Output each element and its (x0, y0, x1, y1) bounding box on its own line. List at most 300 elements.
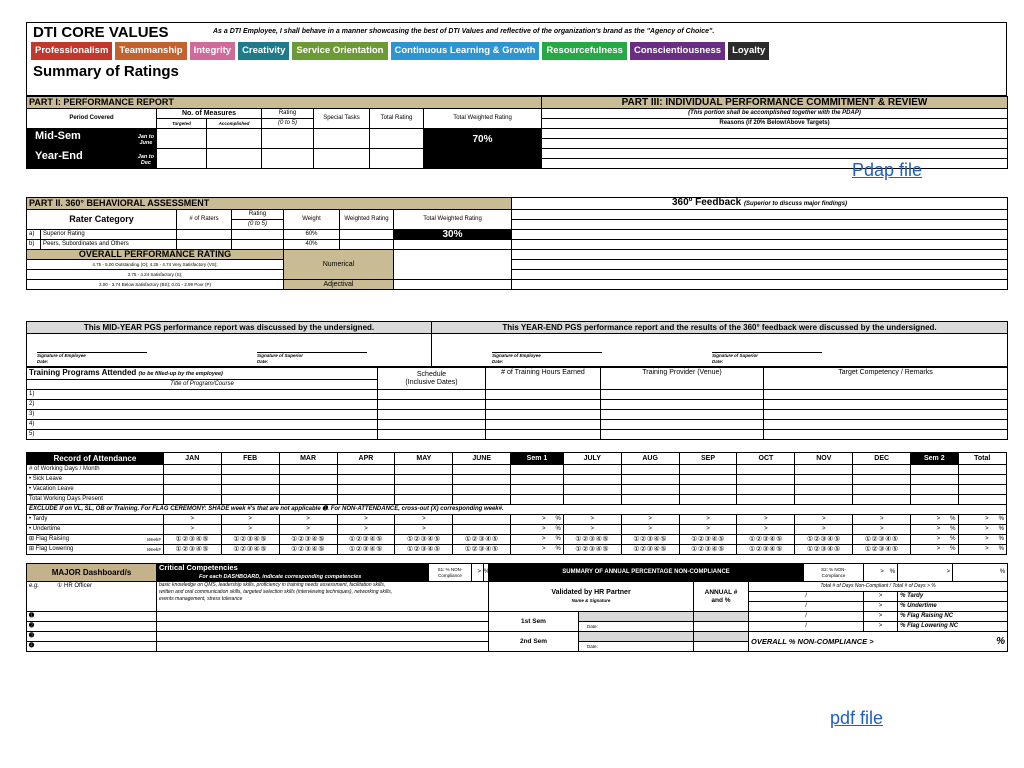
attendance-cell[interactable]: > (621, 515, 679, 525)
attendance-summary-cell[interactable]: > % (958, 515, 1007, 525)
attendance-cell[interactable]: > (337, 515, 395, 525)
attendance-cell[interactable] (221, 495, 279, 505)
undertime-gt[interactable]: > (864, 602, 898, 612)
week-circles[interactable]: ①②③④⑤ (453, 535, 511, 545)
weight-header: Weight (284, 210, 340, 230)
week-circles[interactable]: ①②③④⑤ (621, 545, 679, 555)
ye-accomplished-cell[interactable] (207, 149, 262, 169)
mid-targeted-cell[interactable] (157, 129, 207, 149)
week-circles[interactable]: ①②③④⑤ (737, 535, 795, 545)
core-value-badge: Continuous Learning & Growth (391, 42, 540, 60)
attendance-summary-cell[interactable]: > % (511, 525, 564, 535)
dashboard-competency-cell[interactable] (157, 612, 489, 622)
attendance-cell[interactable]: > (795, 525, 853, 535)
attendance-cell[interactable] (958, 465, 1007, 475)
peers-raters-cell[interactable] (177, 240, 232, 250)
adjectival-cell[interactable] (394, 280, 512, 290)
total-weighted-header: Total Weighted Rating (424, 109, 542, 129)
training-row-label[interactable]: 3) (27, 410, 378, 420)
reasons-header: Reasons (if 20% Below/Above Targets) (542, 119, 1008, 129)
validated-header: Validated by HR Partner Name & Signature (489, 582, 694, 612)
sem1-annual-2[interactable] (694, 622, 749, 632)
attendance-row-label: • Undertime (27, 525, 164, 535)
attendance-cell[interactable] (621, 495, 679, 505)
training-cell[interactable] (601, 410, 764, 420)
attendance-cell[interactable]: > (395, 525, 453, 535)
tardy-slash[interactable]: / (749, 592, 864, 602)
dashboard-competency-cell[interactable] (157, 632, 489, 642)
feedback-line[interactable] (512, 280, 1008, 290)
attendance-cell[interactable] (279, 495, 337, 505)
core-value-badge: Professionalism (31, 42, 112, 60)
training-cell[interactable] (764, 390, 1008, 400)
accomplished-header: Accomplished (207, 119, 262, 129)
attendance-cell[interactable] (621, 465, 679, 475)
attendance-cell[interactable]: > (279, 515, 337, 525)
p2-rating-scale: (0 to 5) (232, 220, 284, 230)
attendance-cell[interactable] (279, 475, 337, 485)
program-header: Title of Program/Course (27, 380, 378, 390)
dashboard-row-marker[interactable]: ➌ (27, 632, 157, 642)
attendance-cell[interactable] (511, 485, 564, 495)
attendance-cell[interactable] (911, 495, 958, 505)
attendance-row-label: • Sick Leave (27, 475, 164, 485)
training-cell[interactable] (601, 390, 764, 400)
pct-tardy-label: % Tardy (898, 592, 1008, 602)
sem2-date[interactable]: Date: (579, 642, 694, 652)
week-circles[interactable]: ①②③④⑤ (563, 545, 621, 555)
training-cell[interactable] (486, 420, 601, 430)
signoff-table (26, 321, 1008, 367)
attendance-cell[interactable]: > (563, 515, 621, 525)
p2-total-cell[interactable] (394, 240, 512, 250)
training-cell[interactable] (764, 420, 1008, 430)
attendance-row-label: • Vacation Leave (27, 485, 164, 495)
core-value-badge: Teammanship (115, 42, 186, 60)
attendance-cell[interactable] (853, 475, 911, 485)
attendance-cell[interactable] (563, 495, 621, 505)
attendance-cell[interactable] (795, 485, 853, 495)
provider-header: Training Provider (Venue) (601, 368, 764, 390)
attendance-cell[interactable] (163, 485, 221, 495)
sig-employee-label: Signature of Employee (492, 353, 541, 358)
attendance-cell[interactable]: > (853, 515, 911, 525)
core-values-intro: As a DTI Employee, I shall behave in a manner showcasing the best of DTI Values and reflective of the organization's brand as the "Agency of Choice". (213, 28, 715, 35)
flag-raising-slash[interactable]: / (749, 612, 864, 622)
part-3-line[interactable] (542, 129, 1008, 139)
remarks-header: Target Competency / Remarks (764, 368, 1008, 390)
dashboard-row-marker[interactable]: ➊ (27, 612, 157, 622)
training-cell[interactable] (764, 410, 1008, 420)
attendance-title: Record of Attendance (27, 453, 164, 465)
core-value-badge: Creativity (238, 42, 289, 60)
attendance-cell[interactable] (853, 485, 911, 495)
ye-rating-cell[interactable] (262, 149, 314, 169)
attendance-row-label: ⊞ Flag Lowering Week# (27, 545, 164, 555)
attendance-cell[interactable] (337, 485, 395, 495)
month-header: JAN (163, 453, 221, 465)
sem1-signature[interactable] (579, 612, 694, 622)
attendance-cell[interactable]: > (795, 515, 853, 525)
mid-accomplished-cell[interactable] (207, 129, 262, 149)
flag-lowering-slash[interactable]: / (749, 622, 864, 632)
attendance-cell[interactable]: > (621, 525, 679, 535)
feedback-line[interactable] (512, 230, 1008, 240)
attendance-cell[interactable] (453, 515, 511, 525)
training-cell[interactable] (378, 430, 486, 440)
part-1-title: PART I: PERFORMANCE REPORT (27, 97, 542, 109)
attendance-cell[interactable] (453, 495, 511, 505)
example-competencies: basic knowledge on QMS, leadership skills, proficiency in training needs assessment, facilitation skills, written and oral communication skills, targeted selection skills (interviewing techniques), networking skills, events management, stress tolerance (157, 582, 489, 612)
attendance-cell[interactable] (621, 475, 679, 485)
part-2-table (26, 197, 1008, 290)
attendance-summary-cell[interactable]: > % (511, 515, 564, 525)
week-circles[interactable]: ①②③④⑤ (679, 535, 737, 545)
training-cell[interactable] (601, 430, 764, 440)
attendance-cell[interactable]: > (221, 515, 279, 525)
week-circles[interactable]: ①②③④⑤ (163, 535, 221, 545)
training-cell[interactable] (764, 400, 1008, 410)
superior-weighted-cell[interactable] (340, 230, 394, 240)
attendance-cell[interactable] (737, 475, 795, 485)
training-cell[interactable] (601, 400, 764, 410)
attendance-cell[interactable] (395, 475, 453, 485)
part-1-weight-pct: 70% (424, 129, 542, 169)
attendance-cell[interactable] (737, 495, 795, 505)
mid-sem-label: Mid-Sem Jan to June (27, 129, 157, 149)
core-values-title: DTI CORE VALUES (33, 24, 169, 41)
week-circles[interactable]: ①②③④⑤ (563, 535, 621, 545)
attendance-cell[interactable] (679, 475, 737, 485)
training-cell[interactable] (601, 420, 764, 430)
rating-header: Rating (262, 109, 314, 119)
attendance-summary-cell[interactable]: > % (511, 545, 564, 555)
week-circles[interactable]: ①②③④⑤ (795, 535, 853, 545)
attendance-summary-cell[interactable]: > % (958, 535, 1007, 545)
month-header: SEP (679, 453, 737, 465)
attendance-summary-cell[interactable]: > % (958, 525, 1007, 535)
attendance-row-label: # of Working Days / Month (27, 465, 164, 475)
week-circles[interactable]: ①②③④⑤ (163, 545, 221, 555)
attendance-cell[interactable] (563, 465, 621, 475)
training-cell[interactable] (764, 430, 1008, 440)
attendance-summary-cell[interactable]: > % (911, 515, 958, 525)
pct-flag-lowering-label: % Flag Lowering NC (898, 622, 1008, 632)
attendance-cell[interactable] (958, 495, 1007, 505)
dashboard-row-marker[interactable]: ➍ (27, 642, 157, 652)
part-3-line[interactable] (542, 139, 1008, 149)
month-header: FEB (221, 453, 279, 465)
attendance-cell[interactable] (911, 465, 958, 475)
attendance-cell[interactable] (511, 495, 564, 505)
week-circles[interactable]: ①②③④⑤ (337, 545, 395, 555)
s1-noncompliance-header: S1: % NON- Compliance (429, 564, 472, 582)
attendance-summary-cell[interactable]: > % (911, 525, 958, 535)
tardy-gt[interactable]: > (864, 592, 898, 602)
attendance-table (26, 452, 1007, 555)
sig-employee-label: Signature of Employee (37, 353, 86, 358)
mid-rating-cell[interactable] (262, 129, 314, 149)
attendance-cell[interactable] (337, 475, 395, 485)
feedback-line[interactable] (512, 240, 1008, 250)
attendance-cell[interactable]: > (163, 525, 221, 535)
superior-weight: 60% (284, 230, 340, 240)
total-days-header: Total # of Days Non-Compliant / Total # of Days > % (749, 582, 1008, 592)
month-header: APR (337, 453, 395, 465)
core-value-badge: Service Orientation (292, 42, 387, 60)
part-1-table (26, 96, 1008, 169)
attendance-row-label: ⊞ Flag Raising Week# (27, 535, 164, 545)
mid-total-cell[interactable] (370, 129, 424, 149)
week-circles[interactable]: ①②③④⑤ (221, 545, 279, 555)
part-3-line[interactable] (542, 149, 1008, 159)
attendance-cell[interactable]: > (563, 525, 621, 535)
dashboard-row-marker[interactable]: ➋ (27, 622, 157, 632)
s2-noncompliance-header: S2: % NON- Compliance (804, 564, 864, 582)
training-title: Training Programs Attended (to be filled-up by the employee) (27, 368, 378, 380)
flag-lowering-gt[interactable]: > (864, 622, 898, 632)
example-dashboard: e.g. ① HR Officer (27, 582, 157, 612)
attendance-cell[interactable] (337, 495, 395, 505)
numerical-label: Numerical (284, 250, 394, 280)
week-circles[interactable]: ①②③④⑤ (679, 545, 737, 555)
attendance-cell[interactable]: > (679, 525, 737, 535)
part-3-title: PART III: INDIVIDUAL PERFORMANCE COMMITMENT & REVIEW (542, 97, 1008, 109)
attendance-cell[interactable] (221, 485, 279, 495)
yearend-signatures[interactable] (432, 334, 1008, 367)
attendance-cell[interactable] (679, 465, 737, 475)
week-circles[interactable]: ①②③④⑤ (279, 545, 337, 555)
pdf-file-link[interactable]: pdf file (830, 708, 884, 728)
sig-superior-label: Signature of Superior (257, 353, 304, 358)
attendance-summary-cell[interactable]: > % (511, 535, 564, 545)
training-cell[interactable] (486, 430, 601, 440)
attendance-cell[interactable] (911, 485, 958, 495)
attendance-cell[interactable]: > (395, 515, 453, 525)
week-circles[interactable]: ①②③④⑤ (337, 535, 395, 545)
attendance-cell[interactable] (279, 465, 337, 475)
attendance-cell[interactable] (453, 475, 511, 485)
attendance-cell[interactable]: > (221, 525, 279, 535)
p2-rating-header: Rating (232, 210, 284, 220)
peers-weighted-cell[interactable] (340, 240, 394, 250)
scale-line-1: 4.75 - 5.00 Outstanding (O); 4.25 - 4.74 Very Satisfactory (VS); (27, 260, 284, 270)
attendance-cell[interactable]: > (337, 525, 395, 535)
pdap-file-link[interactable]: Pdap file (852, 160, 923, 180)
attendance-cell[interactable] (511, 475, 564, 485)
attendance-summary-cell[interactable]: > % (911, 545, 958, 555)
schedule-header: Schedule (Inclusive Dates) (378, 368, 486, 390)
core-value-badge: Integrity (190, 42, 235, 60)
week-label: Week# (146, 547, 161, 552)
midyear-signatures[interactable] (27, 334, 432, 367)
sem2-annual-2[interactable] (694, 642, 749, 652)
year-end-label: Year-End Jan to Dec (27, 149, 157, 169)
flag-raising-gt[interactable]: > (864, 612, 898, 622)
attendance-cell[interactable] (221, 475, 279, 485)
attendance-cell[interactable] (679, 485, 737, 495)
feedback-line[interactable] (512, 260, 1008, 270)
training-row-label[interactable]: 4) (27, 420, 378, 430)
training-row-label[interactable]: 5) (27, 430, 378, 440)
sig-date-label: Date: (257, 359, 269, 364)
hours-header: # of Training Hours Earned (486, 368, 601, 390)
superior-raters-cell[interactable] (177, 230, 232, 240)
part-2-weight-pct: 30% (394, 230, 512, 240)
training-cell[interactable] (486, 400, 601, 410)
week-circles[interactable]: ①②③④⑤ (395, 535, 453, 545)
attendance-cell[interactable] (795, 495, 853, 505)
attendance-cell[interactable] (395, 465, 453, 475)
second-sem-label: 2nd Sem (489, 632, 579, 652)
month-header: OCT (737, 453, 795, 465)
attendance-row-label: • Tardy (27, 515, 164, 525)
week-circles[interactable]: ①②③④⑤ (395, 545, 453, 555)
attendance-cell[interactable] (911, 475, 958, 485)
scale-line-3: 3.00 - 3.74 Below Satisfactory (BS); 0.01 - 2.99 Poor (P) (27, 280, 284, 290)
feedback-line[interactable] (512, 220, 1008, 230)
undertime-slash[interactable]: / (749, 602, 864, 612)
attendance-cell[interactable] (163, 495, 221, 505)
attendance-cell[interactable] (958, 475, 1007, 485)
part-2-title: PART II. 360° BEHAVIORAL ASSESSMENT (27, 198, 512, 210)
ye-special-cell[interactable] (314, 149, 370, 169)
summary-title: Summary of Ratings (33, 63, 179, 80)
month-header: JULY (563, 453, 621, 465)
training-cell[interactable] (486, 390, 601, 400)
attendance-cell[interactable] (163, 475, 221, 485)
training-cell[interactable] (378, 410, 486, 420)
part-3-line[interactable] (542, 159, 1008, 169)
attendance-cell[interactable] (279, 485, 337, 495)
attendance-cell[interactable] (737, 485, 795, 495)
attendance-cell[interactable]: > (279, 525, 337, 535)
attendance-cell[interactable] (853, 465, 911, 475)
attendance-cell[interactable]: > (737, 515, 795, 525)
ye-total-cell[interactable] (370, 149, 424, 169)
mid-special-cell[interactable] (314, 129, 370, 149)
period-covered-header: Period Covered (27, 109, 157, 129)
attendance-cell[interactable] (221, 465, 279, 475)
attendance-summary-cell[interactable]: > % (958, 545, 1007, 555)
feedback-line[interactable] (512, 270, 1008, 280)
attendance-cell[interactable] (853, 495, 911, 505)
attendance-cell[interactable] (453, 485, 511, 495)
s1-gt: > (472, 564, 484, 582)
feedback-line[interactable] (512, 210, 1008, 220)
attendance-cell[interactable] (337, 465, 395, 475)
superior-rating-cell[interactable] (232, 230, 284, 240)
attendance-cell[interactable] (737, 465, 795, 475)
attendance-cell[interactable] (958, 485, 1007, 495)
attendance-cell[interactable] (511, 465, 564, 475)
attendance-cell[interactable] (795, 475, 853, 485)
week-circles[interactable]: ①②③④⑤ (621, 535, 679, 545)
yearend-signoff-text: This YEAR-END PGS performance report and the results of the 360° feedback were discussed by the undersigned. (432, 322, 1008, 334)
attendance-row-label: Total Working Days Present (27, 495, 164, 505)
annual-header: ANNUAL # and % (694, 582, 749, 612)
pct-flag-raising-label: % Flag Raising NC (898, 612, 1008, 622)
sem1-annual[interactable] (694, 612, 749, 622)
month-header: JUNE (453, 453, 511, 465)
exclude-note: EXCLUDE if on VL, SL, OB or Training. For FLAG CEREMONY: SHADE week #'s that are not applicable ➊. For NON-ATTENDANCE, cross-out (X) corresponding week#. (27, 505, 1007, 515)
feedback-line[interactable] (512, 250, 1008, 260)
week-circles[interactable]: ①②③④⑤ (853, 545, 911, 555)
attendance-cell[interactable]: > (737, 525, 795, 535)
attendance-cell[interactable] (563, 475, 621, 485)
week-circles[interactable]: ①②③④⑤ (453, 545, 511, 555)
core-value-badge: Resourcefulness (542, 42, 627, 60)
annual-summary-header: SUMMARY OF ANNUAL PERCENTAGE NON-COMPLIANCE (489, 564, 804, 582)
attendance-cell[interactable] (453, 525, 511, 535)
dashboard-competency-cell[interactable] (157, 622, 489, 632)
week-circles[interactable]: ①②③④⑤ (853, 535, 911, 545)
week-circles[interactable]: ①②③④⑤ (795, 545, 853, 555)
sem2-annual[interactable] (694, 632, 749, 642)
num-raters-header: # of Raters (177, 210, 232, 230)
sem2-signature[interactable] (579, 632, 694, 642)
training-cell[interactable] (378, 390, 486, 400)
scale-line-2: 3.75 - 4.24 Satisfactory (S); (27, 270, 284, 280)
attendance-summary-cell[interactable]: > % (911, 535, 958, 545)
attendance-cell[interactable] (395, 485, 453, 495)
training-row-label[interactable]: 1) (27, 390, 378, 400)
targeted-header: Targeted (157, 119, 207, 129)
attendance-cell[interactable]: > (163, 515, 221, 525)
attendance-cell[interactable] (621, 485, 679, 495)
month-header: NOV (795, 453, 853, 465)
peers-rating-cell[interactable] (232, 240, 284, 250)
training-cell[interactable] (486, 410, 601, 420)
week-label: Week# (146, 537, 161, 542)
total-pct: % (953, 564, 1008, 582)
attendance-cell[interactable] (163, 465, 221, 475)
month-header: MAY (395, 453, 453, 465)
month-header: MAR (279, 453, 337, 465)
week-circles[interactable]: ①②③④⑤ (221, 535, 279, 545)
training-cell[interactable] (378, 420, 486, 430)
major-dashboard-header: MAJOR Dashboard/s (27, 564, 157, 582)
dashboard-competency-cell[interactable] (157, 642, 489, 652)
adjectival-label: Adjectival (284, 280, 394, 290)
dashboard-table (26, 563, 1008, 652)
training-cell[interactable] (378, 400, 486, 410)
part-3-note: (This portion shall be accomplished together with the PDAP) (542, 109, 1008, 119)
attendance-cell[interactable] (453, 465, 511, 475)
week-circles[interactable]: ①②③④⑤ (737, 545, 795, 555)
attendance-cell[interactable] (563, 485, 621, 495)
training-row-label[interactable]: 2) (27, 400, 378, 410)
attendance-cell[interactable] (395, 495, 453, 505)
attendance-cell[interactable]: > (853, 525, 911, 535)
total-gt: > (898, 564, 953, 582)
attendance-cell[interactable] (795, 465, 853, 475)
numerical-cell[interactable] (394, 250, 512, 280)
s2-gt: > % (864, 564, 898, 582)
ye-targeted-cell[interactable] (157, 149, 207, 169)
peers-weight: 40% (284, 240, 340, 250)
feedback-header: 360º Feedback (Superior to discuss major findings) (512, 198, 1008, 210)
core-value-badge: Conscientiousness (630, 42, 725, 60)
rating-scale: (0 to 5) (262, 119, 314, 129)
sem1-date[interactable]: Date: (579, 622, 694, 632)
attendance-cell[interactable] (679, 495, 737, 505)
overall-rating-title: OVERALL PERFORMANCE RATING (27, 250, 284, 260)
sig-superior-label: Signature of Superior (712, 353, 759, 358)
critical-competencies-header: Critical Competencies For each DASHBOARD, indicate corresponding competencies (157, 564, 429, 582)
week-circles[interactable]: ①②③④⑤ (279, 535, 337, 545)
attendance-cell[interactable]: > (679, 515, 737, 525)
